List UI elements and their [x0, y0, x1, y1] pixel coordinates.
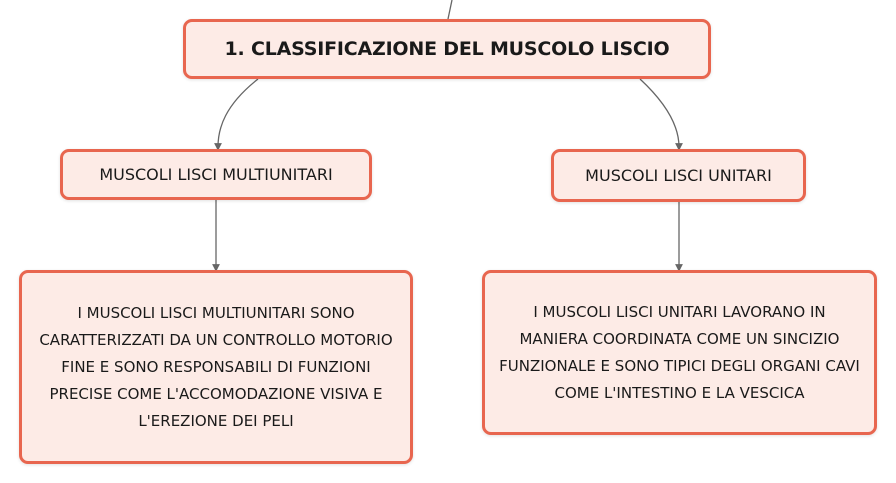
root-node-title: 1. CLASSIFICAZIONE DEL MUSCOLO LISCIO — [224, 38, 670, 60]
unitary-heading-node[interactable] — [551, 149, 806, 202]
unitary-description-text: I MUSCOLI LISCI UNITARI LAVORANO IN MANIERA COORDINATA COME UN SINCIZIO FUNZIONALE E SONO TIPICI DEGLI ORGANI CAVI COME L'INTESTINO E LA VESCICA — [499, 302, 860, 402]
multiunit-description-node[interactable] — [19, 270, 413, 464]
unitary-heading-label: MUSCOLI LISCI UNITARI — [585, 166, 772, 185]
root-node[interactable] — [183, 19, 711, 79]
connector-root-to-right-head — [640, 79, 679, 147]
multiunit-description-text: I MUSCOLI LISCI MULTIUNITARI SONO CARATTERIZZATI DA UN CONTROLLO MOTORIO FINE E SONO RESPONSABILI DI FUNZIONI PRECISE COME L'ACCOMODAZIONE VISIVA E L'EREZIONE DEI PELI — [39, 303, 393, 430]
multiunit-heading-node[interactable] — [60, 149, 372, 200]
unitary-description-node[interactable] — [482, 270, 877, 435]
incoming-connector — [448, 0, 452, 19]
connector-root-to-left-head — [218, 79, 258, 147]
multiunit-heading-label: MUSCOLI LISCI MULTIUNITARI — [99, 165, 333, 184]
